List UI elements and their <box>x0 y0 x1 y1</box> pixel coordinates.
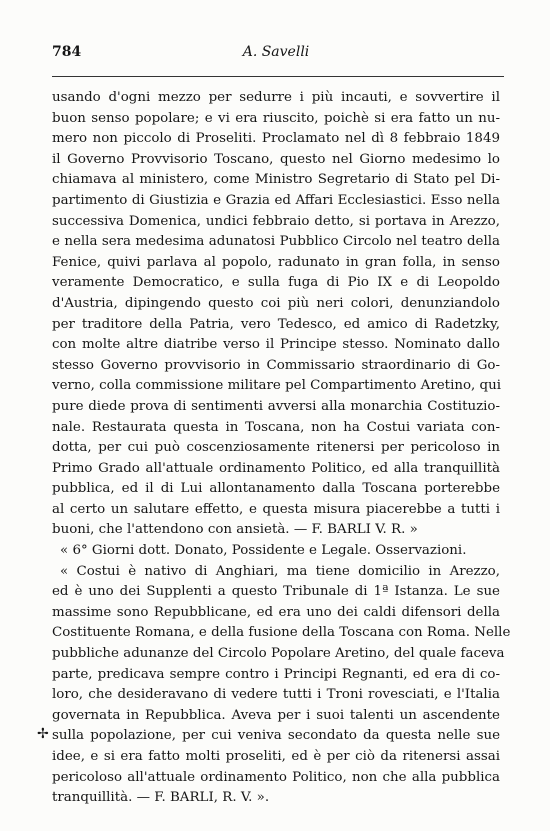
text-line: parte, predicava sempre contro i Principi Regnanti, ed era di co- <box>52 666 500 682</box>
text-line: loro, che desideravano di vedere tutti i Troni rovesciati, e l'Italia <box>52 687 500 703</box>
text-line: Fenice, quivi parlava al popolo, radunato in gran folla, in senso <box>52 254 500 270</box>
text-line: stesso Governo provvisorio in Commissario straordinario di Go- <box>52 357 500 373</box>
running-head: A. Savelli <box>242 44 310 60</box>
text-line: con molte altre diatribe verso il Principe stesso. Nominato dallo <box>52 337 500 353</box>
text-line: al certo un salutare effetto, e questa misura piacerebbe a tutti i <box>52 501 500 517</box>
text-line: idee, e si era fatto molti proseliti, ed è per ciò da ritenersi assai <box>52 749 500 764</box>
text-line: Costituente Romana, e della fusione della Toscana con Roma. Nelle <box>52 625 511 641</box>
text-line: per traditore della Patria, vero Tedesco, ed amico di Radetzky, <box>52 316 500 332</box>
text-line: e nella sera medesima adunatosi Pubblico Circolo nel teatro della <box>52 234 500 250</box>
text-line: verno, colla commissione militare pel Compartimento Aretino, qui <box>52 378 502 394</box>
text-line: pubblica, ed il di Lui allontanamento dalla Toscana porterebbe <box>52 481 500 497</box>
text-line: buon senso popolare; e vi era riuscito, poichè si era fatto un nu- <box>52 110 500 126</box>
text-line: d'Austria, dipingendo questo coi più neri colori, denunziandolo <box>52 295 500 311</box>
body-text <box>52 88 511 809</box>
text-line: usando d'ogni mezzo per sedurre i più incauti, e sovvertire il <box>52 90 500 105</box>
text-line: pubbliche adunanze del Circolo Popolare Aretino, del quale faceva <box>52 646 505 662</box>
text-line: sulla popolazione, per cui veniva secondato da questa nelle sue <box>52 728 500 744</box>
text-line: buoni, che l'attendono con ansietà. — F. BARLI V. R. » <box>52 522 418 538</box>
text-line: « Costui è nativo di Anghiari, ma tiene domicilio in Arezzo, <box>60 563 500 579</box>
text-line: dotta, per cui può coscenziosamente ritenersi per pericoloso in <box>52 440 500 456</box>
text-line: governata in Repubblica. Aveva per i suoi talenti un ascendente <box>52 707 500 723</box>
page-number: 784 <box>52 44 82 60</box>
text-line: pericoloso all'attuale ordinamento Politico, non che alla pubblica <box>52 769 500 785</box>
text-line: nale. Restaurata questa in Toscana, non ha Costui variata con- <box>52 419 500 435</box>
text-line: successiva Domenica, undici febbraio detto, si portava in Arezzo, <box>52 213 500 229</box>
text-line: Primo Grado all'attuale ordinamento Politico, ed alla tranquillità <box>52 460 500 476</box>
header-rule <box>52 76 504 77</box>
text-line: tranquillità. — F. BARLI, R. V. ». <box>52 790 270 806</box>
page-header <box>52 44 500 68</box>
text-line: pure diede prova di sentimenti avversi alla monarchia Costituzio- <box>52 398 500 414</box>
text-line: ed è uno dei Supplenti a questo Tribunale di 1ª Istanza. Le sue <box>52 584 500 600</box>
text-line: chiamava al ministero, come Ministro Segretario di Stato pel Di- <box>52 172 500 188</box>
text-line: partimento di Giustizia e Grazia ed Affari Ecclesiastici. Esso nella <box>52 192 500 208</box>
text-line: « 6° Giorni dott. Donato, Possidente e Legale. Osservazioni. <box>60 543 467 559</box>
text-line: veramente Democratico, e sulla fuga di Pio IX e di Leopoldo <box>52 275 500 291</box>
text-line: massime sono Repubblicane, ed era uno dei caldi difensori della <box>52 604 500 620</box>
text-line: il Governo Provvisorio Toscano, questo nel Giorno medesimo lo <box>52 151 500 167</box>
margin-mark: ✢ <box>37 726 49 742</box>
text-line: mero non piccolo di Proseliti. Proclamato nel dì 8 febbraio 1849 <box>52 131 500 147</box>
